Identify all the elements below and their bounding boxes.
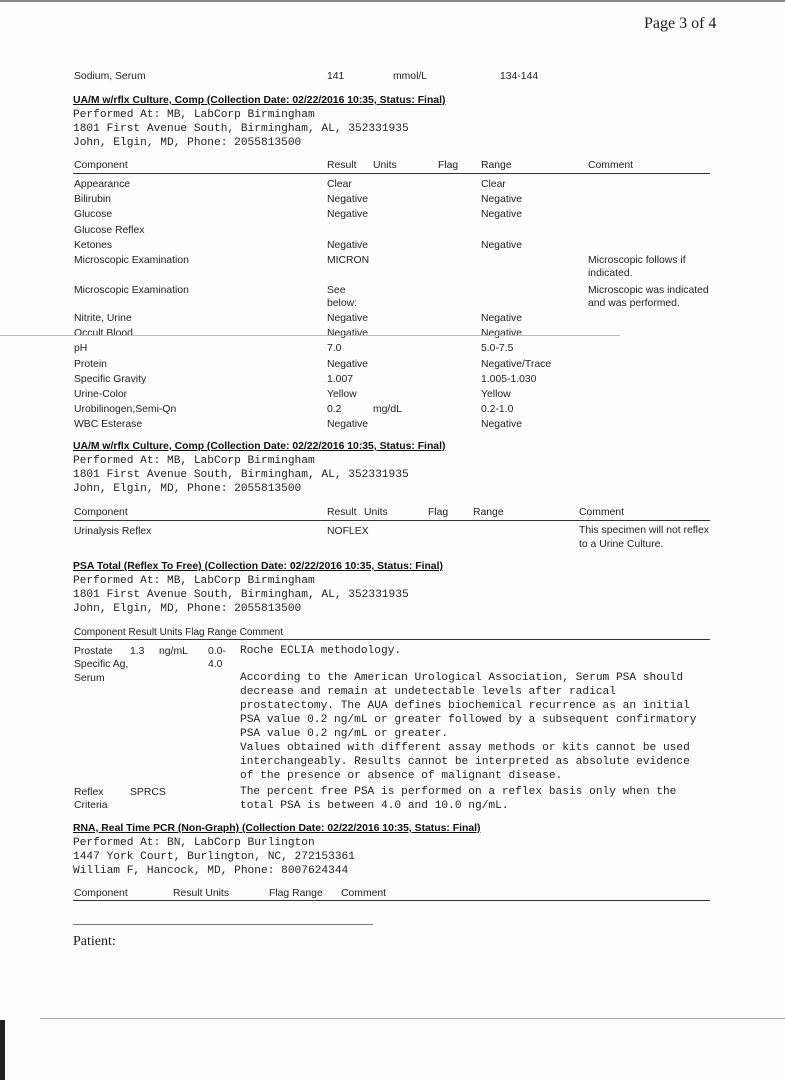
column-header-result-units: Result Units: [173, 888, 230, 899]
page-number: Page 3 of 4: [644, 15, 717, 32]
comment-line: PSA value 0.2 ng/mL or greater followed by a subsequent confirmatory: [240, 714, 697, 726]
reference-range: Negative: [481, 240, 523, 251]
lab-director: William F, Hancock, MD, Phone: 8007624344: [73, 865, 349, 877]
result-value: Yellow: [327, 389, 357, 400]
lab-address: 1801 First Avenue South, Birmingham, AL, 352331935: [73, 123, 409, 135]
comment-line: PSA value 0.2 ng/mL or greater.: [240, 728, 449, 740]
method-note: Roche ECLIA methodology.: [240, 645, 402, 657]
comment-text: Microscopic follows if: [588, 255, 686, 266]
column-header-result: Result: [327, 507, 357, 518]
reference-range: 0.2-1.0: [481, 404, 514, 415]
header-rule: [73, 173, 710, 174]
reference-range: Negative: [481, 209, 523, 220]
component-name: Urine-Color: [74, 389, 128, 400]
result-value: Negative: [327, 328, 369, 339]
component-name: Bilirubin: [74, 194, 111, 205]
comment-line: decrease and remain at undetectable levels after radical: [240, 686, 616, 698]
column-header-component: Component: [74, 888, 128, 899]
column-header-flag: Flag: [428, 507, 449, 518]
column-header-component: Component: [74, 507, 128, 518]
component-name: Protein: [74, 359, 107, 370]
component-name: Microscopic Examination: [74, 285, 189, 296]
component-name: Serum: [74, 673, 105, 684]
column-header-result: Result: [327, 160, 357, 171]
reference-range: 0.0-: [208, 646, 226, 657]
comment-line: Values obtained with different assay methods or kits cannot be used: [240, 742, 690, 754]
scan-artifact-line: [0, 335, 620, 336]
component-name: Specific Ag,: [74, 659, 129, 670]
column-headers: Component Result Units Flag Range Comment: [74, 627, 283, 638]
column-header-range: Range: [473, 507, 504, 518]
performed-at: Performed At: MB, LabCorp Birmingham: [73, 109, 315, 121]
scan-artifact-line: [40, 1018, 785, 1019]
column-header-flag-range: Flag Range: [269, 888, 323, 899]
result-value: Negative: [327, 419, 369, 430]
result-value: MICRON: [327, 255, 370, 266]
comment-line: prostatectomy. The AUA defines biochemical recurrence as an initial: [240, 700, 690, 712]
component-name: Prostate: [74, 646, 113, 657]
comment-text: indicated.: [588, 268, 633, 279]
column-header-comment: Comment: [341, 888, 387, 899]
units: mmol/L: [393, 71, 428, 82]
comment-text: and was performed.: [588, 298, 680, 309]
result-value: Negative: [327, 313, 369, 324]
column-header-component: Component: [74, 160, 128, 171]
reference-range: Negative: [481, 194, 523, 205]
component-name: Specific Gravity: [74, 374, 147, 385]
comment-line: of the presence or absence of malignant disease.: [240, 770, 563, 782]
section-header: UA/M w/rflx Culture, Comp (Collection Date: 02/22/2016 10:35, Status: Final): [73, 441, 446, 452]
reference-range: 5.0-7.5: [481, 343, 514, 354]
component-name: Nitrite, Urine: [74, 313, 132, 324]
scan-border-top: [0, 0, 785, 2]
reference-range: 4.0: [208, 659, 223, 670]
component-name: Occult Blood: [74, 328, 133, 339]
result-value: Negative: [327, 240, 369, 251]
column-header-units: Units: [364, 507, 388, 518]
footer-rule: [73, 924, 373, 925]
component-name: Criteria: [74, 800, 108, 811]
column-header-flag: Flag: [438, 160, 459, 171]
component-name: Appearance: [74, 179, 131, 190]
result-value: NOFLEX: [327, 526, 369, 537]
column-header-comment: Comment: [579, 507, 625, 518]
comment-line: total PSA is between 4.0 and 10.0 ng/mL.: [240, 800, 509, 812]
comment-line: According to the American Urological Association, Serum PSA should: [240, 672, 684, 684]
result-value: Negative: [327, 209, 369, 220]
comment-line: interchangeably. Results cannot be interpreted as absolute evidence: [240, 756, 690, 768]
result-value: below:: [327, 298, 358, 309]
section-header: PSA Total (Reflex To Free) (Collection Date: 02/22/2016 10:35, Status: Final): [73, 561, 443, 572]
result-value: 0.2: [327, 404, 342, 415]
reference-range: Clear: [481, 179, 506, 190]
component-name: Ketones: [74, 240, 113, 251]
result-value: See: [327, 285, 346, 296]
comment-line: The percent free PSA is performed on a reflex basis only when the: [240, 786, 677, 798]
lab-director: John, Elgin, MD, Phone: 2055813500: [73, 137, 302, 149]
header-rule: [73, 639, 710, 640]
performed-at: Performed At: BN, LabCorp Burlington: [73, 837, 315, 849]
reference-range: 134-144: [500, 71, 539, 82]
reference-range: 1.005-1.030: [481, 374, 537, 385]
reference-range: Negative: [481, 313, 523, 324]
units: mg/dL: [373, 404, 402, 415]
scan-edge-left: [0, 1020, 5, 1080]
lab-address: 1801 First Avenue South, Birmingham, AL, 352331935: [73, 589, 409, 601]
lab-director: John, Elgin, MD, Phone: 2055813500: [73, 603, 302, 615]
component-name: WBC Esterase: [74, 419, 143, 430]
result-value: 141: [327, 71, 345, 82]
component-name: Urinalysis Reflex: [74, 526, 152, 537]
component-name: Sodium, Serum: [74, 71, 146, 82]
reference-range: Yellow: [481, 389, 511, 400]
component-name: Urobilinogen,Semi-Qn: [74, 404, 177, 415]
patient-label: Patient:: [73, 934, 116, 949]
units: ng/mL: [159, 646, 188, 657]
component-name: Microscopic Examination: [74, 255, 189, 266]
reference-range: Negative/Trace: [481, 359, 552, 370]
reference-range: Negative: [481, 419, 523, 430]
header-rule: [73, 900, 710, 901]
performed-at: Performed At: MB, LabCorp Birmingham: [73, 455, 315, 467]
comment-text: to a Urine Culture.: [579, 539, 664, 550]
performed-at: Performed At: MB, LabCorp Birmingham: [73, 575, 315, 587]
column-header-comment: Comment: [588, 160, 634, 171]
result-value: Clear: [327, 179, 352, 190]
column-header-range: Range: [481, 160, 512, 171]
column-header-units: Units: [373, 160, 397, 171]
comment-text: This specimen will not reflex: [579, 525, 709, 536]
component-name: Glucose: [74, 209, 113, 220]
lab-director: John, Elgin, MD, Phone: 2055813500: [73, 483, 302, 495]
component-name: pH: [74, 343, 88, 354]
component-name: Reflex: [74, 787, 104, 798]
header-rule: [73, 520, 710, 521]
result-value: Negative: [327, 194, 369, 205]
result-value: 7.0: [327, 343, 342, 354]
section-header: UA/M w/rflx Culture, Comp (Collection Date: 02/22/2016 10:35, Status: Final): [73, 95, 446, 106]
reference-range: Negative: [481, 328, 523, 339]
result-value: 1.3: [130, 646, 145, 657]
section-header: RNA, Real Time PCR (Non-Graph) (Collection Date: 02/22/2016 10:35, Status: Final): [73, 823, 481, 834]
result-value: 1.007: [327, 374, 354, 385]
result-value: Negative: [327, 359, 369, 370]
component-name: Glucose Reflex: [74, 225, 145, 236]
lab-address: 1801 First Avenue South, Birmingham, AL, 352331935: [73, 469, 409, 481]
result-value: SPRCS: [130, 787, 166, 798]
lab-address: 1447 York Court, Burlington, NC, 272153361: [73, 851, 355, 863]
comment-text: Microscopic was indicated: [588, 285, 709, 296]
